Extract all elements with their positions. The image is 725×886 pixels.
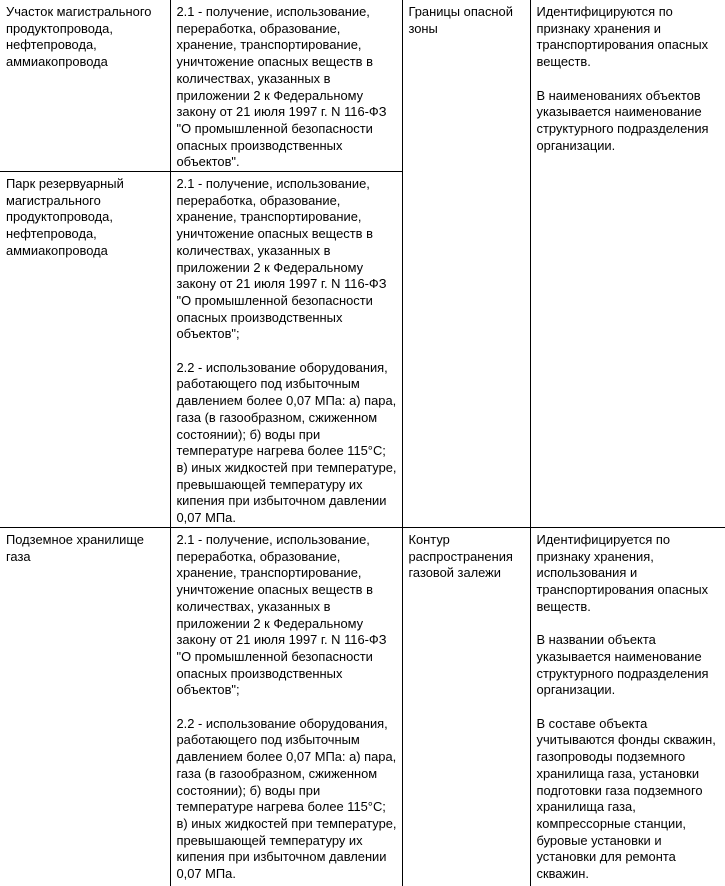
table-row (0, 528, 725, 886)
criteria-text: 2.1 - получение, использование, переработка, образование, хранение, транспортирование, уничтожение опасных веществ в количествах, указанных в приложении 2 к Федеральному закону от 21 июля 1997 г. N 116-ФЗ "О промышленной безопасности опасных производственных объектов"; (176, 176, 387, 342)
note-text: Идентифицируются по признаку хранения и транспортирования опасных веществ. (536, 4, 709, 70)
note-text: В наименованиях объектов указывается наименование структурного подразделения организации. (536, 87, 709, 153)
object-name: Участок магистрального продуктопровода, нефтепровода, аммиакопровода (6, 4, 152, 70)
criteria-cell (170, 172, 402, 528)
object-name-cell (0, 528, 170, 886)
criteria-text: 2.1 - получение, использование, переработка, образование, хранение, транспортирование, уничтожение опасных веществ в количествах, указанных в приложении 2 к Федеральному закону от 21 июля 1997 г. N 116-ФЗ "О промышленной безопасности опасных производственных объектов". (176, 4, 387, 170)
criteria-text: 2.2 - использование оборудования, работающего под избыточным давлением более 0,07 МПа: а) пара, газа (в газообразном, сжиженном состоянии); б) воды при температуре нагрева более 115°С; в) иных жидкостей при температуре, превышающей температуру их кипения при избыточном давлении 0,07 МПа. (176, 359, 397, 526)
criteria-text: 2.2 - использование оборудования, работающего под избыточным давлением более 0,07 МПа: а) пара, газа (в газообразном, сжиженном состоянии); б) воды при температуре нагрева более 115°С; в) иных жидкостей при температуре, превышающей температуру их кипения при избыточном давлении 0,07 МПа. (176, 715, 397, 882)
boundaries-cell (402, 528, 530, 886)
notes-cell (530, 0, 725, 528)
criteria-cell (170, 528, 402, 886)
object-name: Парк резервуарный магистрального продуктопровода, нефтепровода, аммиакопровода (6, 176, 124, 258)
boundaries-text: Контур распространения газовой залежи (408, 532, 513, 581)
notes-cell (530, 528, 725, 886)
object-name: Подземное хранилище газа (6, 532, 144, 564)
criteria-cell (170, 0, 402, 172)
boundaries-cell (402, 0, 530, 528)
criteria-text: 2.1 - получение, использование, переработка, образование, хранение, транспортирование, уничтожение опасных веществ в количествах, указанных в приложении 2 к Федеральному закону от 21 июля 1997 г. N 116-ФЗ "О промышленной безопасности опасных производственных объектов"; (176, 532, 387, 698)
table-row (0, 0, 725, 172)
boundaries-text: Границы опасной зоны (408, 4, 513, 36)
note-text: В составе объекта учитываются фонды скважин, газопроводы подземного хранилища газа, установки подготовки газа подземного хранилища газа, компрессорные станции, буровые установки и установки для ремонта скважин. (536, 715, 716, 882)
note-text: В названии объекта указывается наименование структурного подразделения организации. (536, 632, 709, 698)
object-name-cell (0, 0, 170, 172)
note-text: Идентифицируется по признаку хранения, использования и транспортирования опасных веществ. (536, 532, 709, 614)
object-name-cell (0, 172, 170, 528)
